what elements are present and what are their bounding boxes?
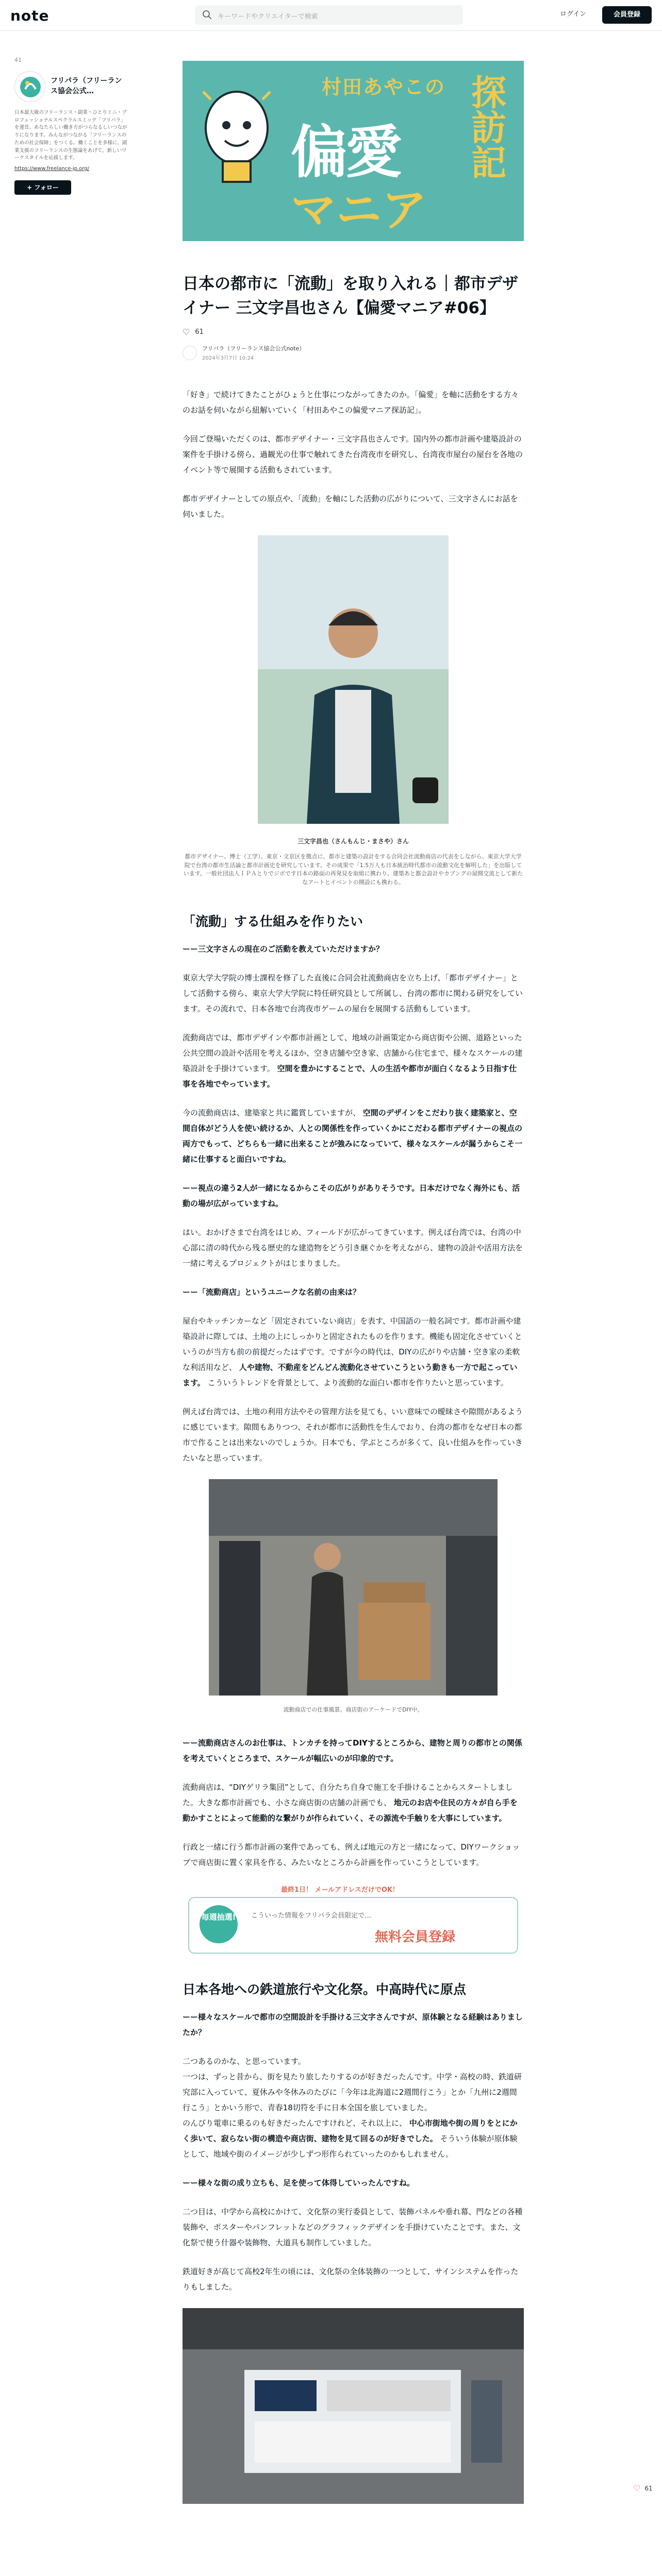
intro-paragraph: 今回ご登場いただくのは、都市デザイナー・三文字昌也さんです。国内外の都市計画や建築設計の案件を手掛ける傍ら、過観光の仕事で触れてきた台湾夜市を研究し、台湾夜市屋台の屋台を各地のイベント等で展開する活動もされています。 [183,434,523,474]
creator-name[interactable]: フリパラ（フリーランス協会公式… [51,77,122,95]
paragraph-emphasis: 空間のデザインをこだわり抜く建築家と、空間自体がどう人を使い続けるか、人との関係性を作っていくかにこだわる都市デザイナーの視点の両方でもって、どちらも一緒に出来ることが強みになっていて、様々なスケールが漏うからこそ一緒に仕事すると面白いですね。 [183,1108,523,1164]
search-input[interactable] [195,5,463,25]
creator-count: 41 [14,57,22,63]
section-heading: 「流動」する仕組みを作りたい [183,914,363,929]
interview-question: ーー様々な街の成り立ちも、足を使って体得していったんですね。 [183,2178,415,2188]
paragraph [183,1105,524,1167]
paragraph [183,2115,524,2162]
note-logo[interactable]: note [10,7,49,24]
figure-signage [183,2308,524,2509]
paragraph-emphasis: 地元のお店や住民の方々が自ら手を動かすことによって能動的な繋がりが作られていく、その源流や手触りを大事にしています。 [183,1798,518,1823]
figure-caption: 都市デザイナー。博士（工学）。東京・文京区を拠点に、都市と建築の設計をする合同会社流動商店の代表をしながら、東京大学大学院で台湾の都市生活論と都市計画史を研究しています。その成果で「1.5万人も日本統治時代都市の流動文化を解明した」を出版しています。一般社団法人ＩＰＡとりでジボです日本の路面の再発見を取組に携わり、建築あと都会設計やカブングの屋間交流として新たなアートとイベントの開設にも携わる。 [183,853,523,886]
interview-question: ーー視点の違う2人が一緒になるからこその広がりがありそうです。日本だけでなく海外にも、活動の場が広がっていますね。 [183,1183,520,1209]
signup-button[interactable]: 会員登録 [602,6,652,24]
author-row[interactable] [183,344,524,361]
banner-text: こういった情報をフリパラ会員限定で… [251,1911,372,1920]
article-title: 日本の都市に「流動」を取り入れる｜都市デザイナー 三文字昌也さん【偏愛マニア#06】 [183,275,518,317]
paragraph: 行政と一緒に行う都市計画の案件であっても、例えば地元の方と一緒になって、DIYワークショップで商店街に置く家具を作る、みたいなところから計画を作っていこうとしています。 [183,1842,520,1867]
figure-caption: 流動商店での仕事風景。商店街のアーケードでDIY中。 [283,1706,423,1714]
paragraph: 例えば台湾では、土地の利用方法やその管理方法を見ても、いい意味での曖昧さや隙間があるように感じています。隙間もありつつ、それが都市に活動性を生んでおり、台湾の都市をなぜ日本の都市で作ることは出来ないのでしょうか。日本でも、学ぶところが多くて、良い仕組みを作っていきたいなと思っています。 [183,1407,523,1463]
paragraph-emphasis: 人や建物、不動産をどんどん流動化させていこうという動きも一方で起こっています。 [183,1363,518,1388]
diy-photo [209,1479,498,1696]
creator-bio: 日本最大級のフリーランス・副業・ひとりミニ・プロフェッショナルスペクラルスミック「フリパラ」を運営。あなたらしい働き方がつらなるしいつながりになります。みんながつながる「フリーランスのための社会保障」をつくる。働くことを多様に、副業支援のフリーランスの生態論をあげて、新しいワークスタイルを応援します。 [14,110,127,161]
creator-link[interactable]: https://www.freelance-jp.org/ [14,166,89,172]
section-heading: 日本各地への鉄道旅行や文化祭。中高時代に原点 [183,1981,467,1997]
intro-paragraph: 都市デザイナーとしての原点や、「流動」を軸にした活動の広がりについて、三文字さんにお話を伺いました。 [183,494,518,519]
hero-subtitle: 村田あやこの [322,76,446,98]
intro-paragraph: 「好き」で続けてきたことがひょうと仕事につながってきたのか。「偏愛」を軸に活動をする方々のお話を伺いながら紐解いていく「村田あやこの偏愛マニア探訪記」。 [183,390,519,415]
paragraph: 東京大学大学院の博士課程を修了した直後に合同会社流動商店を立ち上げ、「都市デザイナー」として活動する傍ら、東京大学大学院に特任研究員として所属し、台湾の都市に関わる研究をしています。その流れで、日本各地で台湾夜市ゲームの屋台を展開する活動もしています。 [183,973,523,1014]
freepara-logo-icon [15,72,45,102]
lightbulb-illustration-icon [193,81,280,205]
paragraph: 二つ目は、中学から高校にかけて、文化祭の実行委員として、装飾パネルや垂れ幕、門などの各種装飾や、ポスターやパンフレットなどのグラフィックデザインを手掛けていたことです。また、文化祭で使う什器や装飾物、大道具も制作していました。 [183,2207,523,2247]
hero-title-vertical: 探訪記 [471,73,507,184]
like-row [183,327,524,337]
paragraph-text: 今の流動商店は、建築家と共に鑑賞していますが、 [183,1108,361,1118]
interview-question: ーー三文字さんの現在のご活動を教えていただけますか？ [183,944,384,954]
hero-image [183,61,524,241]
login-link[interactable]: ログイン [560,10,587,18]
author-avatar[interactable] [183,346,197,360]
publish-date: 2024年3月7日 10:24 [202,355,254,361]
figure-name: 三文字昌也（さんもんじ・まさや）さん [297,838,409,845]
interview-question: ーー様々なスケールで都市の空間設計を手掛ける三文字さんですが、原体験となる経験はありましたか？ [183,2012,523,2037]
paragraph [183,1030,524,1092]
paragraph: 二つあるのかな、と思っています。 [183,2057,306,2066]
paragraph-text: 流動商店は、“DIYゲリラ集団”として、自分たち自身で施工を手掛けることからスタートしました。大きな都市計画でも、小さな商店街の店舗の計画でも、 [183,1782,513,1807]
author-name[interactable]: フリパラ（フリーランス協会公式note） [202,345,305,352]
paragraph-text: そういう体験が原体験として、地域や街のイメージが少しずつ形作られていったのかもしれません。 [183,2134,518,2159]
paragraph [183,1780,524,1826]
paragraph-text: 屋台やキッチンカーなど「固定されていない商店」を表す、中国語の一般名詞です。都市計画や建築設計に際しては、土地の上にしっかりと固定されたものを作ります。機能も固定化させていくというのが当方も前の前提だったはずです。ですが今の時代は、DIYの広がりや店舗・空き家の柔軟な利活用など、 [183,1316,522,1372]
search-icon [202,10,212,20]
figure-diy [183,1479,524,1715]
article [183,61,524,2530]
search-placeholder: キーワードやクリエイターで検索 [218,13,318,21]
paragraph-emphasis: 空間を豊かにすることで、人の生活や都市が面白くなるよう日指す仕事を各地でやっています。 [183,1064,517,1089]
article-body [183,387,524,2509]
interview-question: ーー流動商店さんのお仕事は、トンカチを持ってDIYするところから、建物と周りの都市との関係を考えていくところまで、スケールが幅広いのが印象的です。 [183,1738,522,1763]
paragraph-text: 流動商店では、都市デザインや都市計画として、地域の計画策定から商店街や公園、道路といった公共空間の設計や活用を考えるほか、空き店舗や空き家、店舗から住宅まで、様々なスケールの建築設計を手掛けています。 [183,1033,523,1074]
like-count: 61 [195,328,204,336]
banner-cta[interactable]: 無料会員登録 [375,1929,456,1945]
paragraph-text: こういうトレンドを背景として、より流動的な面白い都市を作りたいと思っています。 [207,1378,508,1388]
floating-actions [633,2483,659,2493]
creator-sidebar [14,57,128,191]
signage-photo [183,2308,524,2504]
floating-heart-icon[interactable]: ♡ [633,2483,641,2493]
banner-badge: 毎週抽選! [200,1905,238,1943]
banner-box[interactable] [188,1897,518,1954]
follow-button[interactable] [14,180,71,195]
paragraph: 一つは、ずっと昔から、街を見たり旅したりするのが好きだったんです。中学・高校の時、鉄道研究部に入っていて、夏休みや冬休みのたびに「今年は北海道に2週間行こう」とか「九州に2週間行こう」とかいう形で、青春18切符を手に日本全国を旅していました。 [183,2072,522,2112]
add-person-icon: + [27,184,32,191]
interview-question: ーー「流動商店」というユニークな名前の由来は？ [183,1287,361,1297]
portrait-photo [258,535,449,824]
top-bar [0,0,662,31]
paragraph [183,1313,524,1391]
paragraph-emphasis: 中心市街地や街の周りをとにかく歩いて、寂らない街の構造や商店街、建物を見て回るのが好きでした。 [183,2119,518,2143]
paragraph: 鉄道好きが高じて高校2年生の頃には、文化祭の全体装飾の一つとして、サインシステムを作ったりもしました。 [183,2267,519,2292]
floating-like-count: 61 [644,2484,653,2492]
figure-portrait [183,535,524,887]
hero-title-sub: マニア [291,183,427,236]
paragraph-text: のんびり電車に乗るのも好きだったんですけれど、それ以上に、 [183,2119,407,2128]
follow-label: フォロー [34,184,59,191]
member-signup-banner[interactable] [188,1884,518,1955]
creator-avatar[interactable] [14,71,45,102]
banner-top-text: 最終1日！ メールアドレスだけでOK！ [281,1886,400,1894]
heart-icon[interactable]: ♡ [183,327,190,337]
paragraph: はい。おかげさまで台湾をはじめ、フィールドが広がってきています。例えば台湾では、台湾の中心部に清の時代から残る歴史的な建造物をどう引き継ぐかを考えながら、建物の設計や活用方法を一緒に考えるプロジェクトがはじまりました。 [183,1228,523,1268]
hero-title-main: 偏愛 [291,120,400,185]
